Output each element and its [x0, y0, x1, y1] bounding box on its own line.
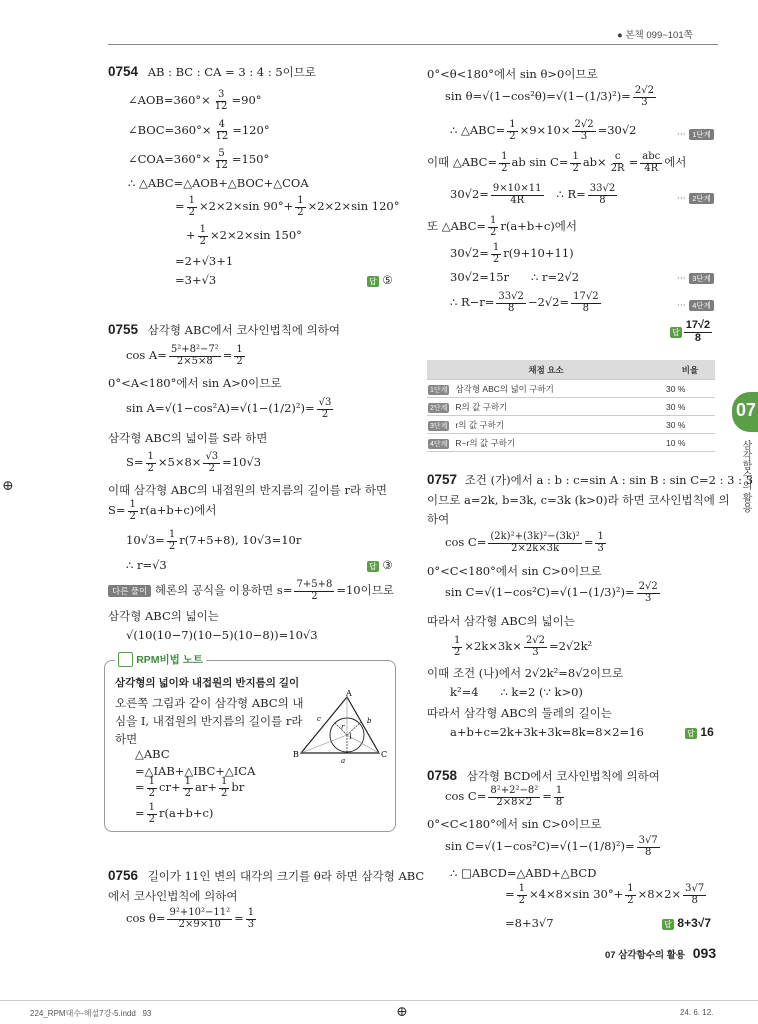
text: ×8×2× [637, 887, 682, 901]
range-0758: 0°<C<180°에서 sin C>0이므로 [427, 817, 602, 831]
note-line-1: 오른쪽 그림과 같이 삼각형 ABC의 내 [115, 696, 304, 710]
fraction: $\frac{√3}{2}$ [318, 397, 332, 420]
fraction: $\frac{9\times 10\times 11}{4R}$ [492, 183, 542, 206]
text: RPM비법 노트 [136, 654, 204, 666]
text: ×2×2×sin 90°+ [199, 199, 294, 213]
answer-0756 [670, 320, 714, 344]
text: S= [108, 503, 126, 517]
sin-line [126, 398, 335, 420]
text: sin C=√(1−cos²C)=√(1−(1/3)²)= [445, 585, 635, 599]
answer-icon: 답 [369, 276, 377, 286]
text: r(7+5+8), 10√3=10r [179, 533, 302, 547]
side-label-b: b [367, 717, 372, 725]
fraction: $\frac{1}{2}$ [454, 635, 461, 658]
coa-line [128, 149, 269, 171]
registration-mark-left: ⊕ [2, 478, 14, 494]
text: ×2×2×sin 150° [210, 228, 302, 242]
text: = [628, 155, 639, 169]
footer-rule [0, 1000, 758, 1001]
fraction: $\frac{\text{8²+2²−8²}}{2\times 8\times 2}$ [490, 785, 539, 808]
sin-c-0758 [445, 836, 662, 858]
problem-0756 [108, 868, 424, 884]
text: 30√2= [450, 246, 489, 260]
text: 또 △ABC= [427, 219, 487, 233]
text: S= [126, 455, 144, 469]
cond-line: 이때 조건 (나)에서 2√2k²=8√2이므로 [427, 666, 624, 680]
expand-line-1: = $\frac{1}{2}$ ×2×2×sin 90°+ $\frac{1}{2}$ ×2×2×sin 120° [175, 195, 400, 218]
fraction: $\frac{\text{5²+8²−7²}}{2\times 5\times 8}$ [170, 344, 219, 367]
text: cos C= [445, 789, 487, 803]
answer-value: 16 [700, 725, 714, 739]
text: r(a+b+c)에서 [500, 219, 578, 233]
text: ∠AOB=360°× [128, 93, 211, 107]
text: ab× [582, 155, 607, 169]
text: sin C=√(1−cos²C)=√(1−(1/8)²)= [445, 839, 635, 853]
fraction: $\frac{2√2}{3}$ [638, 581, 658, 604]
problem-number: 0758 [427, 768, 458, 783]
area-abc-line [450, 120, 637, 142]
text: cos C= [445, 535, 487, 549]
area-line-0757 [450, 636, 592, 658]
fraction: $\frac{1}{2}$ [572, 151, 579, 174]
fraction: $\frac{3√7}{8}$ [638, 835, 658, 858]
fraction: $\frac{1}{2}$ [129, 499, 136, 522]
answer-0758 [662, 916, 711, 930]
fraction: $\frac{1}{2}$ [518, 883, 526, 906]
alt-label: 다른 풀이 [108, 585, 151, 597]
side-label-a: a [341, 757, 346, 765]
note-formula-3: = $\frac{1}{2}$ cr+ $\frac{1}{2}$ ar+ $\frac{1}{2}$ br [135, 776, 245, 799]
page-ref: ● 본책 099~101쪽 [617, 30, 693, 41]
text: ×5×8× [157, 455, 202, 469]
expand-line-2: + $\frac{1}{2}$ ×2×2×sin 150° [186, 224, 302, 247]
fraction: $\frac{3√7}{8}$ [685, 883, 705, 906]
fraction: $\frac{1}{8}$ [555, 785, 563, 808]
text: ×9×10× [519, 123, 571, 137]
note-line-2: 심을 I, 내접원의 반지름의 길이를 r라 [115, 714, 303, 728]
fraction: $\frac{7+5+8}{2}$ [296, 579, 333, 602]
text: ab sin C= [511, 155, 569, 169]
fraction: $\frac{\text{9²+10²−11²}}{2\times 9\times 10}$ [169, 907, 231, 930]
fraction: $\frac{1}{2}$ [236, 344, 243, 367]
text: 에서 [664, 155, 687, 169]
sin-c-line [445, 582, 662, 604]
answer-value: $\frac{17√2}{8}$ [685, 319, 711, 344]
area-text: 삼각형 ABC의 넓이는 [108, 609, 219, 623]
also-line [427, 216, 577, 238]
print-date: 24. 6. 12. [680, 1008, 714, 1017]
text: ∴ △ABC= [450, 123, 506, 137]
scoring-table [427, 360, 715, 452]
eq-r-line [450, 243, 574, 265]
text: = [583, 535, 594, 549]
fraction: $\frac{33√2}{8}$ [498, 291, 524, 314]
incenter-label: I [349, 733, 352, 741]
answer-value: 8+3√7 [677, 916, 712, 930]
sum-0758: ∴ □ABCD=△ABD+△BCD [450, 866, 597, 880]
text: =120° [232, 123, 270, 137]
fraction: $\frac{1}{2}$ [297, 195, 304, 218]
fraction: $\frac{1}{2}$ [220, 776, 228, 799]
step-4: ··· 4단계 [677, 297, 714, 311]
text: 길이가 11인 변의 대각의 크기를 θ라 하면 삼각형 ABC [147, 869, 425, 883]
fraction: $\frac{2√2}{3}$ [634, 85, 654, 108]
footer-chapter [605, 945, 716, 961]
range-c: 0°<C<180°에서 sin C>0이므로 [427, 564, 602, 578]
note-formula-2: =△IAB+△IBC+△ICA [135, 764, 256, 778]
expand-line-3: =2+√3+1 [175, 254, 234, 268]
note-badge [115, 652, 206, 667]
text: 조건 (가)에서 a : b : c=sin A : sin B : sin C=2 : 3 : 3 [464, 473, 754, 487]
text: = [542, 789, 552, 803]
text: 30√2= [450, 187, 489, 201]
file-info: 224_RPM대수-해설7강-5.indd 93 [30, 1009, 152, 1018]
cos-c-line [445, 532, 608, 554]
text: ∠BOC=360°× [128, 123, 212, 137]
fraction: $\frac{\text{abc}}{4R}$ [642, 151, 661, 174]
text: sin A=√(1−cos²A)=√(1−(1/2)²)= [126, 401, 315, 415]
text: =10√3 [222, 455, 262, 469]
fraction: $\frac{1}{2}$ [188, 195, 196, 218]
fraction: $\frac{1}{2}$ [492, 242, 500, 265]
cos-line [126, 345, 247, 367]
answer-icon: 답 [687, 728, 695, 738]
problem-0756-line2: 에서 코사인법칙에 의하여 [108, 889, 238, 903]
fraction: $\frac{17√2}{8}$ [573, 291, 599, 314]
note-formula-4: = $\frac{1}{2}$ r(a+b+c) [135, 802, 214, 825]
text: 07 삼각함수의 활용 [605, 950, 686, 961]
fraction: $\frac{1}{2}$ [501, 151, 508, 174]
inradius-text: 이때 삼각형 ABC의 내접원의 반지름의 길이를 r라 하면 [108, 483, 388, 497]
text: = [234, 911, 244, 925]
table-row: 3단계 r의 값 구하기 30 % [427, 416, 715, 434]
eq1-line [126, 530, 301, 552]
registration-mark-bottom: ⊕ [396, 1004, 408, 1020]
fraction: $\frac{1}{2}$ [184, 776, 191, 799]
note-formula-1: △ABC [135, 747, 170, 761]
text: −2√2= [527, 295, 570, 309]
radius-label: r [341, 723, 345, 731]
problem-number: 0756 [108, 868, 139, 883]
step-3: ··· 3단계 [677, 270, 714, 284]
text: 10√3= [126, 533, 165, 547]
text: ×4×8×sin 30°+ [529, 887, 624, 901]
result-0758: =8+3√7 [505, 916, 554, 930]
header-ratio: 비율 [665, 360, 715, 380]
text: ×2k×3k× [464, 639, 522, 653]
fraction: $\frac{1}{2}$ [199, 224, 207, 247]
fraction: $\frac{c}{2R}$ [610, 151, 625, 174]
problem-number: 0754 [108, 64, 139, 79]
fraction: $\frac{4}{12}$ [215, 119, 229, 142]
range-line: 0°<A<180°에서 sin A>0이므로 [108, 376, 282, 390]
answer-0757 [685, 725, 714, 739]
text: r(a+b+c)에서 [139, 503, 217, 517]
fraction: $\frac{\text{(2k)²+(3k)²−(3k)²}}{2\times 2k\times 3k}$ [490, 531, 580, 554]
fraction: $\frac{33√2}{8}$ [589, 183, 616, 206]
text: =30√2 [597, 123, 637, 137]
vertex-label-a: A [346, 689, 352, 698]
answer-icon: 답 [664, 919, 672, 929]
text: =90° [231, 93, 262, 107]
answer-value: ⑤ [382, 275, 393, 287]
fraction: $\frac{1}{2}$ [148, 776, 156, 799]
table-row: 2단계 R의 값 구하기 30 % [427, 398, 715, 416]
heron-line: √(10(10−7)(10−5)(10−8))=10√3 [126, 628, 318, 642]
fraction: $\frac{3}{12}$ [214, 89, 228, 112]
sine-rule-line [427, 152, 686, 174]
fraction: $\frac{1}{2}$ [148, 802, 156, 825]
fraction: $\frac{5}{12}$ [215, 148, 228, 171]
fraction: $\frac{1}{2}$ [168, 529, 176, 552]
fraction: $\frac{2√2}{3}$ [574, 119, 594, 142]
problem-0758 [427, 768, 660, 784]
text: sin θ=√(1−cos²θ)=√(1−(1/3)²)= [445, 89, 631, 103]
text: 삼각형 ABC에서 코사인법칙에 의하여 [147, 323, 340, 337]
text: r(9+10+11) [503, 246, 574, 260]
vertex-label-b: B [293, 750, 299, 759]
vertex-label-c: C [381, 750, 388, 759]
expand-line-4: =3+√3 [175, 273, 217, 287]
text: ∴ R= [545, 187, 586, 201]
answer-0754 [367, 273, 393, 287]
text: 삼각형 BCD에서 코사인법칙에 의하여 [466, 769, 660, 783]
s2-line [108, 500, 217, 522]
table-row: 4단계 R−r의 값 구하기 10 % [427, 434, 715, 452]
text: 이때 △ABC= [427, 155, 498, 169]
text: ∠COA=360°× [128, 152, 212, 166]
cos-c-0758 [445, 786, 566, 808]
area-sum-line: ∴ △ABC=△AOB+△BOC+△COA [128, 176, 309, 190]
note-line-3: 하면 [115, 732, 138, 746]
eq2-line: ∴ r=√3 [126, 558, 167, 572]
r-big-line [450, 184, 619, 206]
boc-line [128, 120, 270, 142]
fraction: $\frac{1}{2}$ [627, 883, 634, 906]
answer-value: ③ [382, 560, 393, 572]
note-icon [118, 652, 133, 667]
chapter-side-tab [730, 392, 758, 532]
alt-solution [108, 580, 394, 602]
problem-number: 0755 [108, 322, 139, 337]
fraction: $\frac{1}{2}$ [509, 119, 516, 142]
text: =10이므로 [336, 583, 394, 597]
sin-theta-line [445, 86, 658, 108]
answer-icon: 답 [369, 561, 377, 571]
s-text: 삼각형 ABC의 넓이를 S라 하면 [108, 431, 268, 445]
scoring-header [427, 360, 715, 380]
answer-0755 [367, 558, 393, 572]
note-title: 삼각형의 넓이와 내접원의 반지름의 길이 [115, 677, 300, 689]
fraction: $\frac{1}{2}$ [147, 451, 154, 474]
text: = [222, 348, 233, 362]
text: cos A= [126, 348, 167, 362]
fraction: $\frac{1}{3}$ [247, 907, 255, 930]
problem-0757-line3: 하여 [427, 512, 450, 526]
text: 헤론의 공식을 이용하면 s= [154, 583, 293, 597]
ratio-line: AB : BC : CA = 3 : 4 : 5이므로 [147, 65, 316, 79]
fraction: $\frac{1}{3}$ [597, 531, 604, 554]
step-2: ··· 2단계 [677, 190, 714, 204]
problem-0755 [108, 322, 340, 338]
r-minus-line [450, 292, 603, 314]
expand-0758: = $\frac{1}{2}$ ×4×8×sin 30°+ $\frac{1}{2}$ ×8×2× $\frac{3√7}{8}$ [505, 883, 705, 906]
peri-text: 따라서 삼각형 ABC의 둘레의 길이는 [427, 706, 612, 720]
fraction: $\frac{2√2}{3}$ [525, 635, 545, 658]
text: cos θ= [126, 911, 166, 925]
problem-0754 [108, 64, 316, 80]
answer-icon: 답 [672, 327, 680, 337]
eq-r-line-2: 30√2=15r ∴ r=2√2 [450, 270, 580, 284]
peri-line: a+b+c=2k+3k+3k=8k=8×2=16 [450, 725, 644, 739]
s-line [126, 452, 261, 474]
top-rule [108, 44, 718, 45]
side-tab-number: 07 [736, 400, 757, 420]
text: =150° [231, 152, 270, 166]
fraction: $\frac{1}{2}$ [490, 215, 497, 238]
incircle-diagram [291, 689, 391, 769]
area-text-0757: 따라서 삼각형 ABC의 넓이는 [427, 614, 575, 628]
text: ∴ R−r= [450, 295, 495, 309]
text: ×2×2×sin 120° [307, 199, 400, 213]
page-number: 093 [692, 945, 717, 961]
problem-number: 0757 [427, 472, 458, 487]
table-row: 1단계 삼각형 ABC의 넓이 구하기 30 % [427, 380, 715, 398]
fraction: $\frac{√3}{2}$ [205, 451, 219, 474]
text: =2√2k² [548, 639, 593, 653]
aob-line [128, 90, 262, 112]
side-label-c: c [317, 715, 321, 723]
cos-theta-line [126, 908, 258, 930]
k-line: k²=4 ∴ k=2 (∵ k>0) [450, 685, 583, 699]
step-1: ··· 1단계 [677, 126, 714, 140]
header-criteria: 채점 요소 [427, 360, 665, 380]
range-theta: 0°<θ<180°에서 sin θ>0이므로 [427, 67, 598, 81]
rpm-note-box [104, 654, 396, 832]
problem-0757 [427, 472, 753, 488]
side-tab-title: 삼각함수의 활용 [740, 440, 751, 513]
problem-0757-line2: 이므로 a=2k, b=3k, c=3k (k>0)라 하면 코사인법칙에 의 [427, 493, 730, 507]
